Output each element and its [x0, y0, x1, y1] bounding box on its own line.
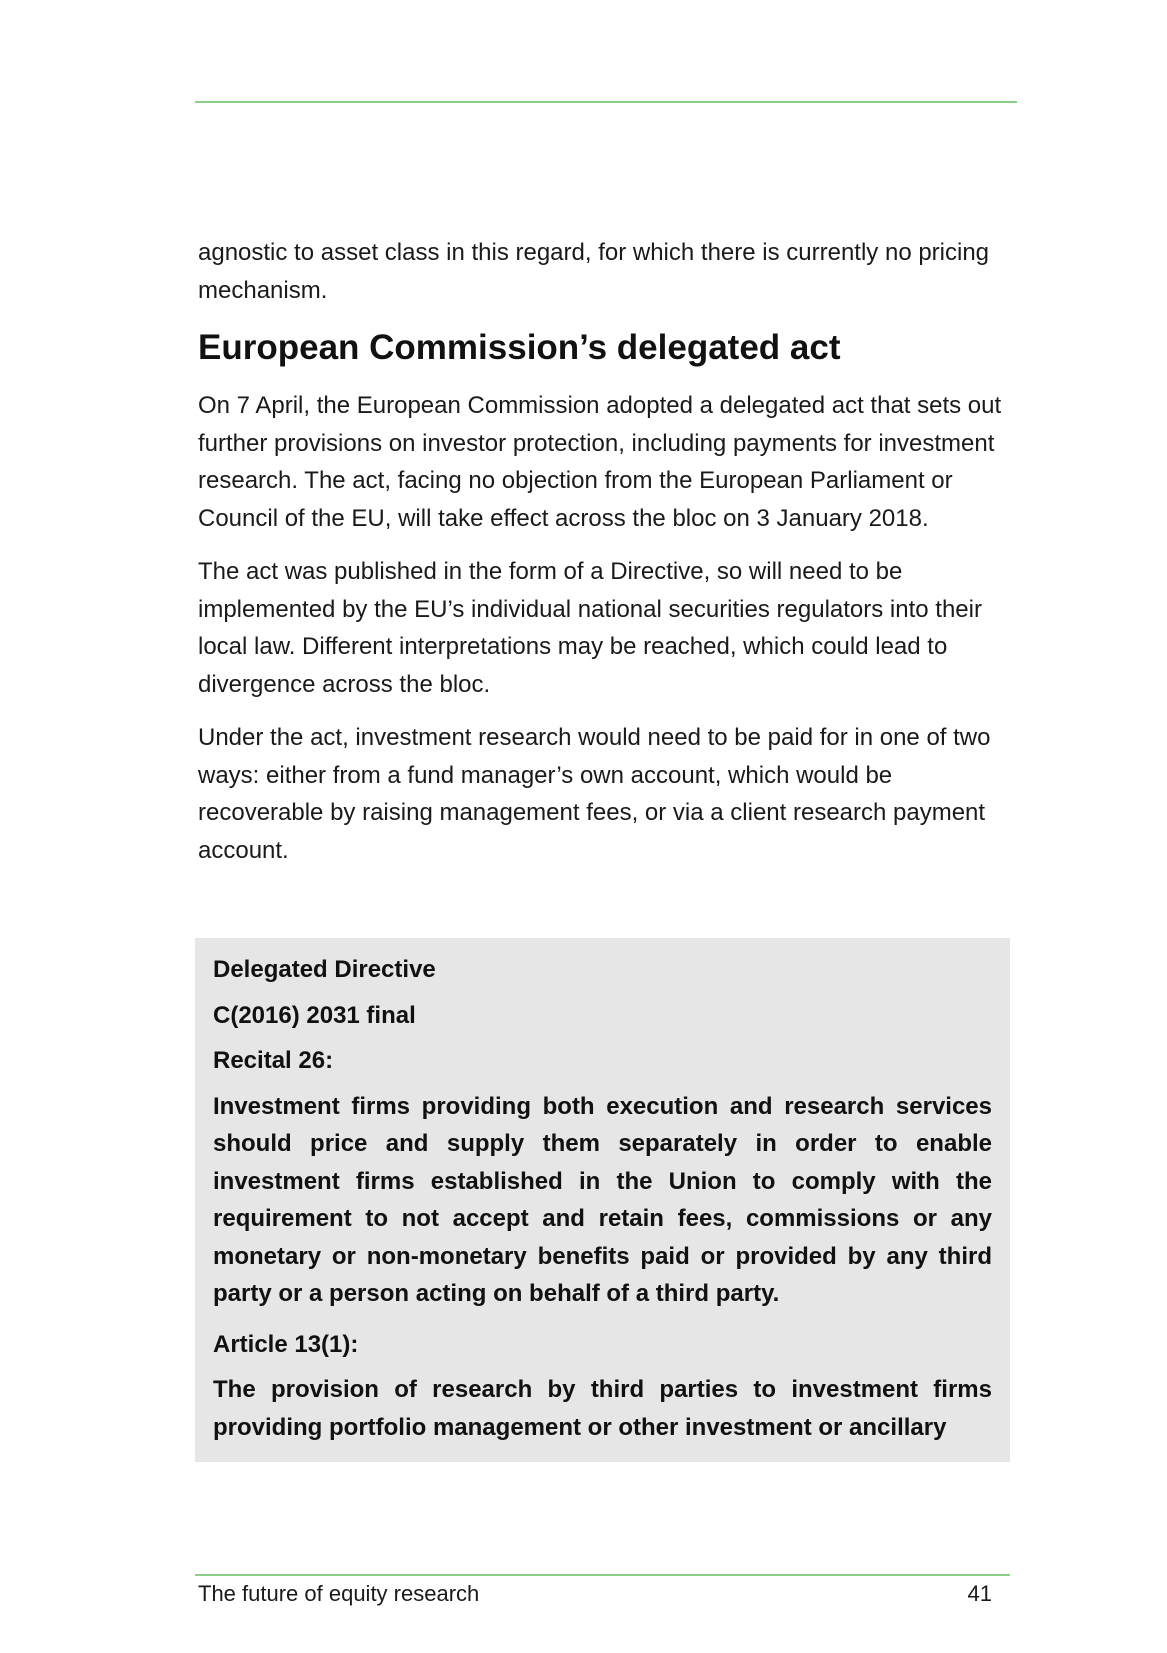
- main-content: [198, 234, 1013, 885]
- box-title: Delegated Directive: [213, 956, 436, 983]
- recital-label: Recital 26:: [213, 1047, 334, 1074]
- paragraph-payment: Under the act, investment research would need to be paid for in one of two ways: either from a fund manager’s own account, which would be recoverable by raising management fees, or via a client research payment account.: [198, 724, 991, 864]
- header-rule: [195, 101, 1017, 103]
- footer-page-number: 41: [967, 1581, 992, 1606]
- directive-quote-box: [195, 938, 1010, 1462]
- paragraph-adoption: On 7 April, the European Commission adopted a delegated act that sets out further provisions on investor protection, including payments for investment research. The act, facing no objection from the European Parliament or Council of the EU, will take effect across the bloc on 3 January 2018.: [198, 392, 1002, 532]
- article-label: Article 13(1):: [213, 1330, 359, 1358]
- footer-rule: [195, 1574, 1010, 1576]
- section-heading: European Commission’s delegated act: [198, 328, 841, 367]
- paragraph-directive: The act was published in the form of a Directive, so will need to be implemented by the EU’s individual national securities regulators into their local law. Different interpretations may be reached, which could lead to divergence across the bloc.: [198, 558, 982, 698]
- recital-text: Investment firms providing both execution and research services should price and supply them separately in order to enable investment firms established in the Union to comply with the requirement to not accept and retain fees, commissions or any monetary or non-monetary benefits paid or provided by any third party or a person acting on behalf of a third party.: [213, 1092, 992, 1307]
- intro-paragraph: agnostic to asset class in this regard, for which there is currently no pricing mechanism.: [198, 239, 990, 304]
- article-text: The provision of research by third parties to investment firms providing portfolio management or other investment or ancillary: [213, 1376, 992, 1441]
- box-reference: C(2016) 2031 final: [213, 1001, 416, 1029]
- footer-document-title: The future of equity research: [198, 1581, 480, 1606]
